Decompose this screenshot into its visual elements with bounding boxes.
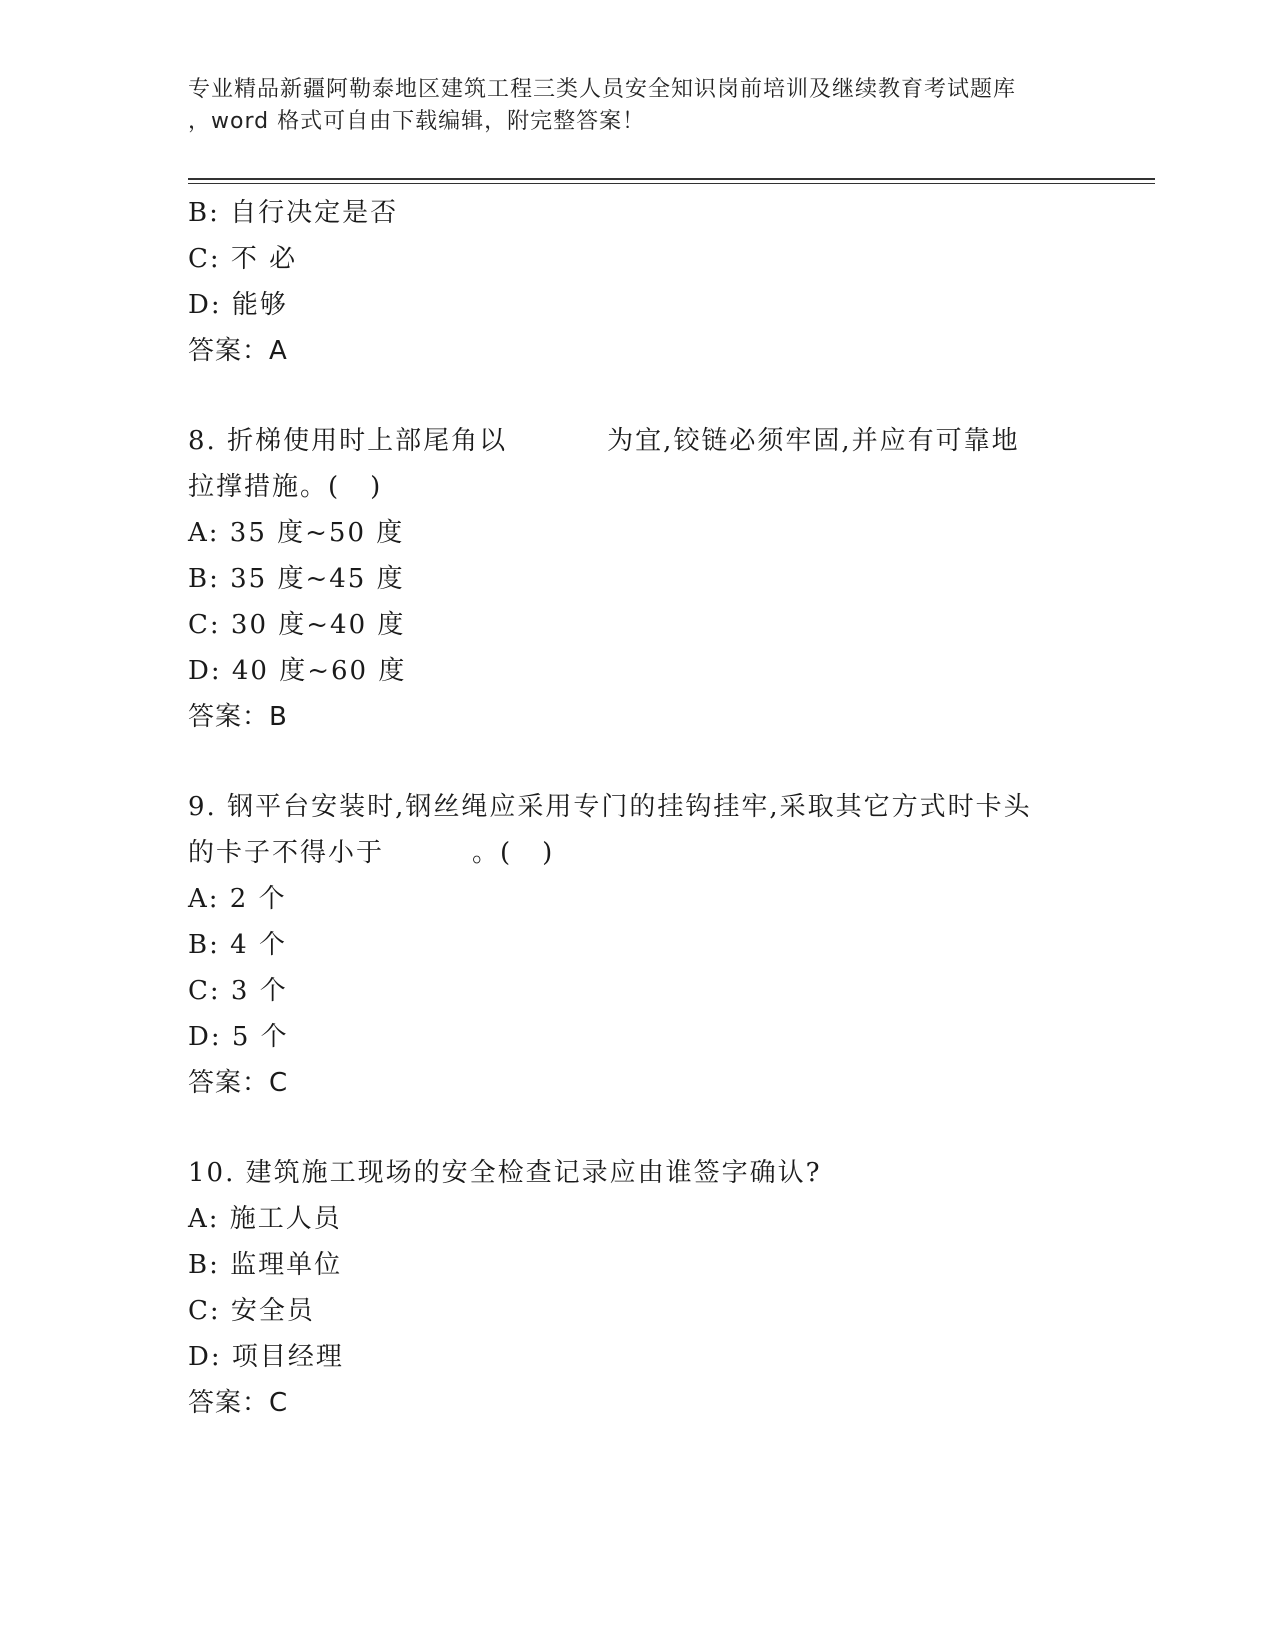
q7-option-b: B: 自行决定是否 [188, 198, 399, 228]
q7-answer: 答案：A [188, 336, 288, 366]
q10-option-d: D: 项目经理 [188, 1342, 344, 1372]
q9-option-c: C: 3 个 [188, 976, 288, 1006]
question-7 [188, 190, 1088, 374]
q9-option-b: B: 4 个 [188, 930, 287, 960]
spacer [188, 740, 1088, 784]
question-10 [188, 1150, 1088, 1426]
header-title-line-1: 专业精品新疆阿勒泰地区建筑工程三类人员安全知识岗前培训及继续教育考试题库 [188, 77, 1017, 102]
spacer [188, 374, 1088, 418]
document-header [188, 74, 1088, 138]
question-8 [188, 418, 1088, 740]
q10-option-b: B: 监理单位 [188, 1250, 343, 1280]
q10-option-c: C: 安全员 [188, 1296, 315, 1326]
q9-option-a: A: 2 个 [188, 884, 287, 914]
q9-answer: 答案：C [188, 1068, 289, 1098]
q9-stem-text-a: 的卡子不得小于 [188, 838, 385, 868]
header-divider-thin [188, 183, 1155, 184]
q8-answer: 答案：B [188, 702, 288, 732]
spacer [188, 1106, 1088, 1150]
question-9 [188, 784, 1088, 1106]
q7-option-d: D: 能够 [188, 290, 288, 320]
question-list [188, 190, 1088, 1426]
q7-option-c: C: 不 必 [188, 244, 298, 274]
q8-stem-text-b: 为宜,铰链必须牢固,并应有可靠地 [607, 426, 1020, 456]
q8-stem-text-c: 拉撑措施。( [188, 472, 341, 502]
q8-option-b: B: 35 度~45 度 [188, 564, 405, 594]
q9-option-d: D: 5 个 [188, 1022, 289, 1052]
q8-option-c: C: 30 度~40 度 [188, 610, 406, 640]
q10-stem: 10. 建筑施工现场的安全检查记录应由谁签字确认? [188, 1158, 822, 1188]
q8-option-a: A: 35 度~50 度 [188, 518, 405, 548]
q10-option-a: A: 施工人员 [188, 1204, 342, 1234]
header-title-line-2: ，word 格式可自由下载编辑，附完整答案！ [188, 109, 646, 134]
q8-option-d: D: 40 度~60 度 [188, 656, 407, 686]
q8-stem-text-a: 8. 折梯使用时上部尾角以 [188, 426, 508, 456]
q9-stem-line-1: 9. 钢平台安装时,钢丝绳应采用专门的挂钩挂牢,采取其它方式时卡头 [188, 792, 1032, 822]
q9-stem-line-2 [188, 830, 1088, 876]
q9-stem-text-c: ) [542, 838, 555, 868]
q10-answer: 答案：C [188, 1388, 289, 1418]
q8-stem-line-1 [188, 418, 1088, 464]
q9-stem-text-b: 。( [472, 838, 513, 868]
header-divider-thick [188, 178, 1155, 180]
q8-stem-text-d: ) [370, 472, 383, 502]
q8-stem-line-2 [188, 464, 1088, 510]
